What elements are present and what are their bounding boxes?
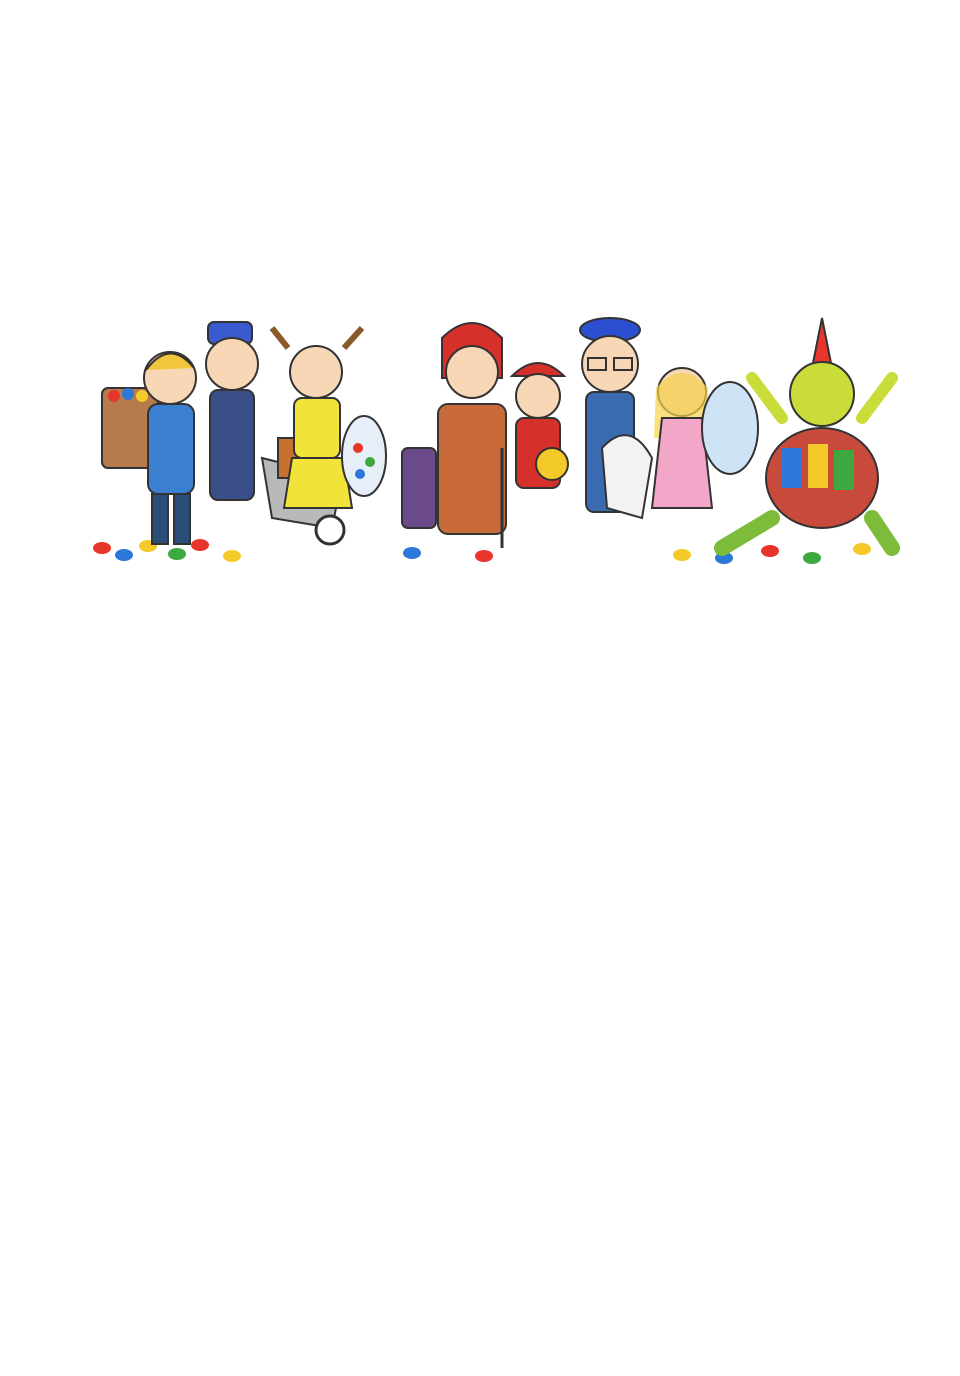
- girl-with-bag: [272, 328, 386, 508]
- page-border-right: [934, 28, 958, 1346]
- bottle-caps-ground: [93, 539, 871, 564]
- page-border-left: [2, 28, 26, 1346]
- man-in-beret: [580, 318, 652, 518]
- page-border-bottom: [0, 1348, 960, 1370]
- grandma-with-trolley: [402, 323, 506, 548]
- blonde-girl-with-bag: [652, 368, 758, 508]
- girl-with-chick: [512, 363, 568, 488]
- recycling-people-illustration: [82, 308, 902, 566]
- page-border-top: [0, 6, 960, 28]
- boy-with-basket: [102, 352, 196, 544]
